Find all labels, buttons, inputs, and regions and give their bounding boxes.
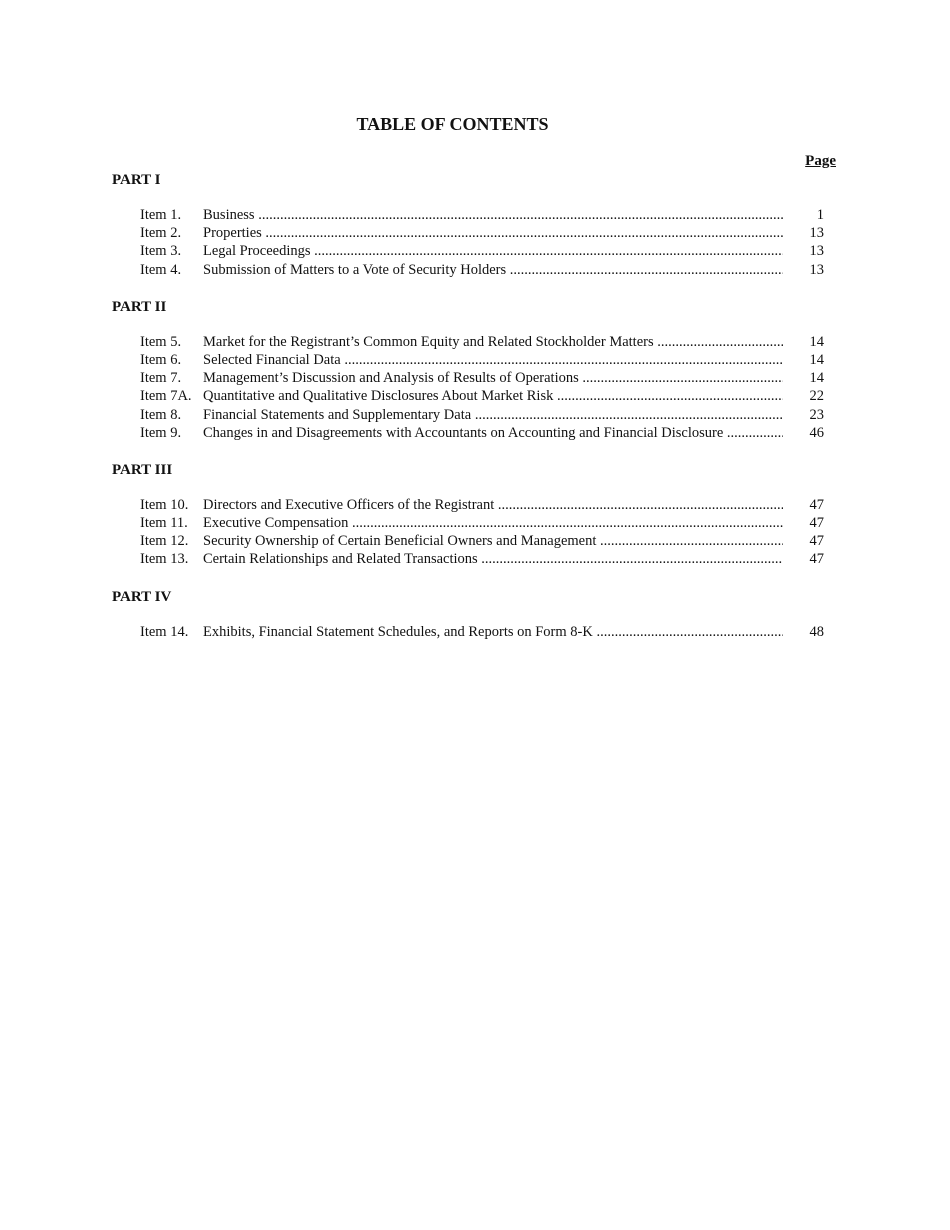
item-page-number: 14 [809,333,824,350]
toc-entry[interactable] [0,406,950,424]
item-page-number: 22 [809,388,824,405]
toc-entry[interactable] [0,333,950,351]
toc-entry[interactable] [0,550,950,568]
item-title: Security Ownership of Certain Beneficial Owners and Management ..... [203,532,783,550]
toc-entry[interactable] [0,206,950,224]
part-items-list [0,333,950,442]
item-number: Item 5. [140,333,182,350]
toc-entry[interactable] [0,224,950,242]
page-title: TABLE OF CONTENTS [356,114,549,134]
toc-entry[interactable] [0,261,950,279]
item-number: Item 11. [140,515,188,532]
item-number: Item 8. [140,406,182,423]
item-title: Management’s Discussion and Analysis of Results of Operations ..... [203,369,783,387]
page-column-header: Page [805,153,836,169]
item-page-number: 1 [816,207,824,223]
item-title: Properties ..... [203,224,783,242]
item-number: Item 7. [140,370,182,387]
item-title: Changes in and Disagreements with Accountants on Accounting and Financial Disclosure ..... [203,424,783,442]
item-number: Item 10. [140,496,189,513]
item-page-number: 14 [809,370,824,387]
toc-entry[interactable] [0,351,950,369]
part-heading: PART III [112,461,173,478]
item-title: Submission of Matters to a Vote of Security Holders ..... [203,261,783,279]
part-heading: PART IV [112,588,172,605]
item-number: Item 7A. [140,388,192,405]
item-page-number: 48 [809,623,824,640]
toc-entry[interactable] [0,242,950,260]
part-section [0,170,950,279]
item-number: Item 1. [140,207,182,223]
item-title: Legal Proceedings ..... [203,242,783,260]
part-section [0,460,950,569]
item-title: Exhibits, Financial Statement Schedules, and Reports on Form 8-K ..... [203,623,783,641]
toc-entry[interactable] [0,496,950,514]
part-heading: PART II [112,298,167,315]
item-title: Executive Compensation ..... [203,514,783,532]
item-number: Item 14. [140,623,189,640]
item-page-number: 14 [809,351,824,368]
toc-entry[interactable] [0,369,950,387]
item-number: Item 12. [140,533,189,550]
item-number: Item 4. [140,261,182,278]
item-title: Quantitative and Qualitative Disclosures About Market Risk ..... [203,387,783,405]
item-title: Business ..... [203,206,783,224]
item-title: Financial Statements and Supplementary Data ..... [203,406,783,424]
part-items-list [0,623,950,641]
toc-entry[interactable] [0,424,950,442]
item-page-number: 46 [809,424,824,441]
item-number: Item 13. [140,551,189,568]
item-page-number: 47 [809,533,824,550]
item-page-number: 13 [809,243,824,260]
item-page-number: 13 [809,225,824,242]
item-page-number: 13 [809,261,824,278]
item-number: Item 9. [140,424,182,441]
item-page-number: 23 [809,406,824,423]
item-number: Item 6. [140,351,182,368]
toc-entry[interactable] [0,387,950,405]
item-title: Market for the Registrant’s Common Equity and Related Stockholder Matters ..... [203,333,783,351]
item-page-number: 47 [809,515,824,532]
toc-entry[interactable] [0,623,950,641]
item-title: Certain Relationships and Related Transactions ..... [203,550,783,568]
toc-entry[interactable] [0,514,950,532]
part-section [0,297,950,442]
item-number: Item 2. [140,225,182,242]
part-section [0,587,950,641]
item-title: Selected Financial Data ..... [203,351,783,369]
toc-entry[interactable] [0,532,950,550]
item-title: Directors and Executive Officers of the Registrant ..... [203,496,783,514]
part-items-list [0,206,950,279]
table-of-contents [0,170,950,641]
part-heading: PART I [112,172,161,188]
item-number: Item 3. [140,243,182,260]
item-page-number: 47 [809,551,824,568]
item-page-number: 47 [809,496,824,513]
part-items-list [0,496,950,569]
